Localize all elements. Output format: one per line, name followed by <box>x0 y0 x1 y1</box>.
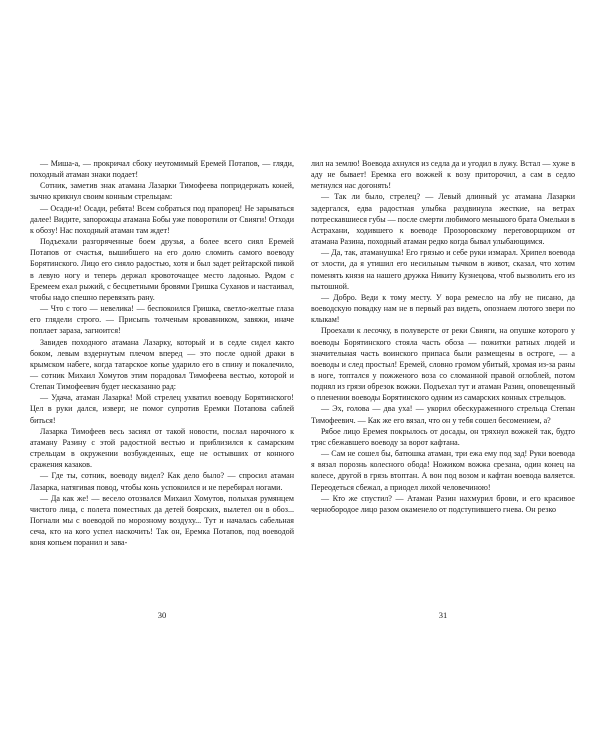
paragraph: — Сам не сошел бы, батюшка атаман, три ежа ему под зад! Руки воевода я вязал порознь колесного обода! Ножиком вожжа срезана, один конец на колесе, другой в грязь втоптан. А вон под возом и кафтан воевода валяется. Переодеться сбежал, а приодел лихой человечиною! <box>311 449 575 492</box>
paragraph: Лазарка Тимофеев весь засиял от такой новости, послал нарочного к атаману Разину с этой радостной вестью и приблизился к самарским стрельцам в окружении возбужденных, еще не остывших от конного сражения казаков. <box>30 426 294 470</box>
page-number-left: 30 <box>157 610 167 620</box>
paragraph: — Кто же спустил? — Атаман Разин нахмурил брови, и его красивое чернобородое лицо разом окаменело от подступившего гнева. Он резко <box>311 493 575 514</box>
left-page-text <box>30 158 294 598</box>
paragraph: Проехали к лесочку, в полуверсте от реки Свияги, на опушке которого у воеводы Борятинского стояла часть обоза — пожитки ратных людей и значительная часть воинского припаса были размещены в остроге, — а воеводы и след простыл! Еремей, словно громом убитый, хромая из-за раны в ноге, топтался у пожженого воза со сломанной правой оглоблей, потом поднял из грязи обрезок вожжи. Подъехал тут и атаман Разин, оповещенный о пленении воеводы Борятинского одним из самарских конных стрельцов. <box>311 326 575 403</box>
paragraph: — Добро. Веди к тому месту. У вора ремесло на лбу не писано, да воеводскую повадку нам не в первый раз видеть, опознаем лютого звери по клыкам! <box>311 292 575 325</box>
paragraph: — Миша-а, — прокричал сбоку неутомимый Еремей Потапов, — гляди, походный атаман знаки подает! <box>30 159 294 180</box>
page-number-right: 31 <box>438 610 448 620</box>
paragraph: — Что с того — невелика! — беспокоился Гришка, светло-желтые глаза его глядели строго. — Присыпь толченым кровавником, завяжи, иначе поплает зараза, загноится! <box>30 304 294 336</box>
paragraph: — Да как же! — весело отозвался Михаил Хомутов, полыхая румянцем чистого лица, с полета поместных да детей боярских, вылетел он в обоз... Погнали мы с воеводой по морозному воздуху... Тут и началась сабельная сеча, кто на кого успел наскочить! Так он, Еремка Потапов, под воеводой коня копьем поранил и зава- <box>30 493 294 548</box>
paragraph: — Осади-и! Осади, ребята! Всем собраться под прапорец! Не зарываться далее! Видите, запорожцы атамана Бобы уже поворотили от Свияги! Отходи к обозу! Нас походный атаман там ждет! <box>30 203 294 235</box>
paragraph: Подъехали разгоряченные боем друзья, а более всего сиял Еремей Потапов от счастья, вышибшего на его долю сломить самого воеводу Борятинского. Лицо его сияло радостью, хотя и был задет рейтарской пикой в левую ногу и теперь держал кровоточащее место ладонью. Рядом с Еремеем ехал рыжий, с бесцветными бровями Гришка Суханов и настаивал, чтобы надо спешно перевязать рану. <box>30 237 294 302</box>
paragraph: Завидев походного атамана Лазарку, который и в седле сидел както боком, левым вздернутым плечом вперед — это после одной драки в крымском набеге, когда татарское копье ударило его в спину и покалечило, — сотник Михаил Хомутов этим порадовал Тимофеева вестью, которой и Степан Тимофеевич будет несказанно рад: <box>30 337 294 392</box>
paragraph: — Удача, атаман Лазарка! Мой стрелец ухватил воеводу Борятинского! Цел в руки дался, изверг, не помог супротив Еремки Потапова саблей биться! <box>30 393 294 425</box>
paragraph: — Эх, голова — два уха! — укорил обескураженного стрельца Степан Тимофеевич. — Как же его вязал, что он у тебя сошел бесомением, а? <box>311 404 575 425</box>
right-page-text <box>311 158 575 598</box>
paragraph: — Так ли было, стрелец? — Левый длинный ус атамана Лазарки задергался, едва радостная улыбка раздвинула жесткие, на ветрах потрескавшиеся губы — после смерти любимого меньшого брата Омельки в Астрахани, ходившего к воеводе Прозоровскому переговорщиком от атамана Разина, походный атаман редко когда бывал улыбающимся. <box>311 192 575 247</box>
paragraph: — Где ты, сотник, воеводу видел? Как дело было? — спросил атаман Лазарка, натягивая повод, чтобы конь успокоился и не перебирал ногами. <box>30 471 294 492</box>
paragraph: Сотник, заметив знак атамана Лазарки Тимофеева попридержать коней, зычно крикнул своим конным стрельцам: <box>30 181 294 202</box>
paragraph: Рябое лицо Еремея покрылось от досады, он тряхнул вожжей так, будто тряс сбежавшего воеводу за ворот кафтана. <box>311 426 575 447</box>
paragraph: лил на землю! Воевода ахнулся из седла да и угодил в лужу. Встал — хуже в аду не бывает! Еремка его вожжей к возу приторочил, а сам в седло метнулся нас догонять! <box>311 159 575 191</box>
paragraph: — Да, так, атаманушка! Его грязью и себе руки измарал. Хрипел воевода от злости, да я утишил его несильным тычком в живот, сказал, что хотим поменять князя на нашего дружка Никиту Кузнецова, чтоб вызволить его из пытошной. <box>311 248 575 291</box>
